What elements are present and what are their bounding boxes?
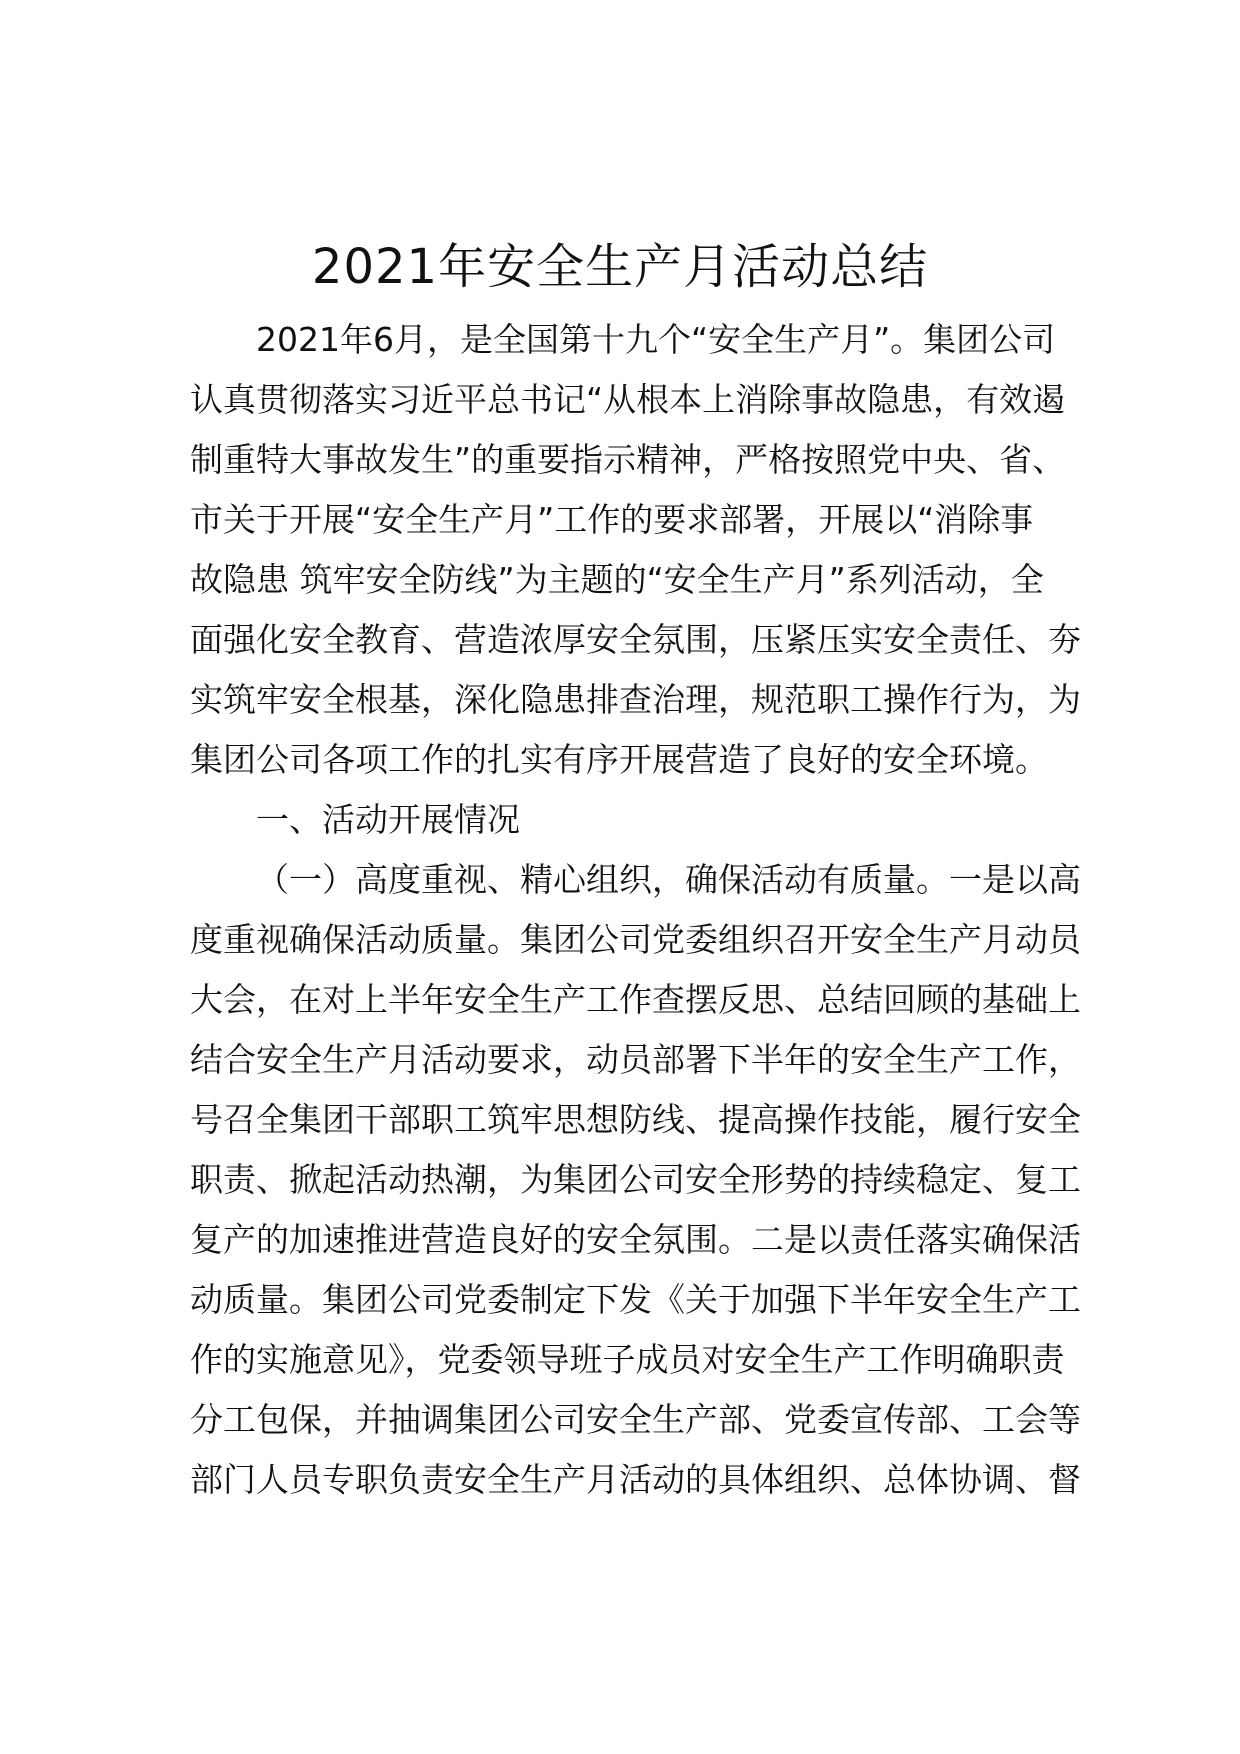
paragraph-line: 度重视确保活动质量。集团公司党委组织召开安全生产月动员 — [190, 920, 1081, 959]
paragraph-line: 市关于开展“安全生产月”工作的要求部署，开展以“消除事 — [190, 500, 1034, 539]
paragraph-line: 2021年6月，是全国第十九个“安全生产月”。集团公司 — [256, 320, 1056, 359]
section-heading: 一、活动开展情况 — [256, 800, 520, 839]
paragraph-line: 号召全集团干部职工筑牢思想防线、提高操作技能，履行安全 — [190, 1100, 1081, 1139]
paragraph-line: （一）高度重视、精心组织，确保活动有质量。一是以高 — [256, 860, 1081, 899]
paragraph-line: 职责、掀起活动热潮，为集团公司安全形势的持续稳定、复工 — [190, 1160, 1081, 1199]
document-body — [190, 310, 1110, 1510]
paragraph-line: 认真贯彻落实习近平总书记“从根本上消除事故隐患，有效遏 — [190, 380, 1066, 419]
paragraph-line: 故隐患 筑牢安全防线”为主题的“安全生产月”系列活动，全 — [190, 560, 1044, 599]
paragraph-line: 制重特大事故发生”的重要指示精神，严格按照党中央、省、 — [190, 440, 1066, 479]
paragraph-line: 面强化安全教育、营造浓厚安全氛围，压紧压实安全责任、夯 — [190, 620, 1081, 659]
paragraph-line: 部门人员专职负责安全生产月活动的具体组织、总体协调、督 — [190, 1460, 1081, 1499]
paragraph-line: 大会，在对上半年安全生产工作查摆反思、总结回顾的基础上 — [190, 980, 1081, 1019]
paragraph-line: 复产的加速推进营造良好的安全氛围。二是以责任落实确保活 — [190, 1220, 1081, 1259]
paragraph-line: 结合安全生产月活动要求，动员部署下半年的安全生产工作， — [190, 1040, 1081, 1079]
paragraph-line: 分工包保，并抽调集团公司安全生产部、党委宣传部、工会等 — [190, 1400, 1081, 1439]
document-title: 2021年安全生产月活动总结 — [311, 239, 929, 295]
paragraph-line: 作的实施意见》，党委领导班子成员对安全生产工作明确职责 — [190, 1340, 1065, 1379]
paragraph-line: 实筑牢安全根基，深化隐患排查治理，规范职工操作行为，为 — [190, 680, 1081, 719]
paragraph-line: 集团公司各项工作的扎实有序开展营造了良好的安全环境。 — [190, 740, 1048, 779]
paragraph-line: 动质量。集团公司党委制定下发《关于加强下半年安全生产工 — [190, 1280, 1081, 1319]
